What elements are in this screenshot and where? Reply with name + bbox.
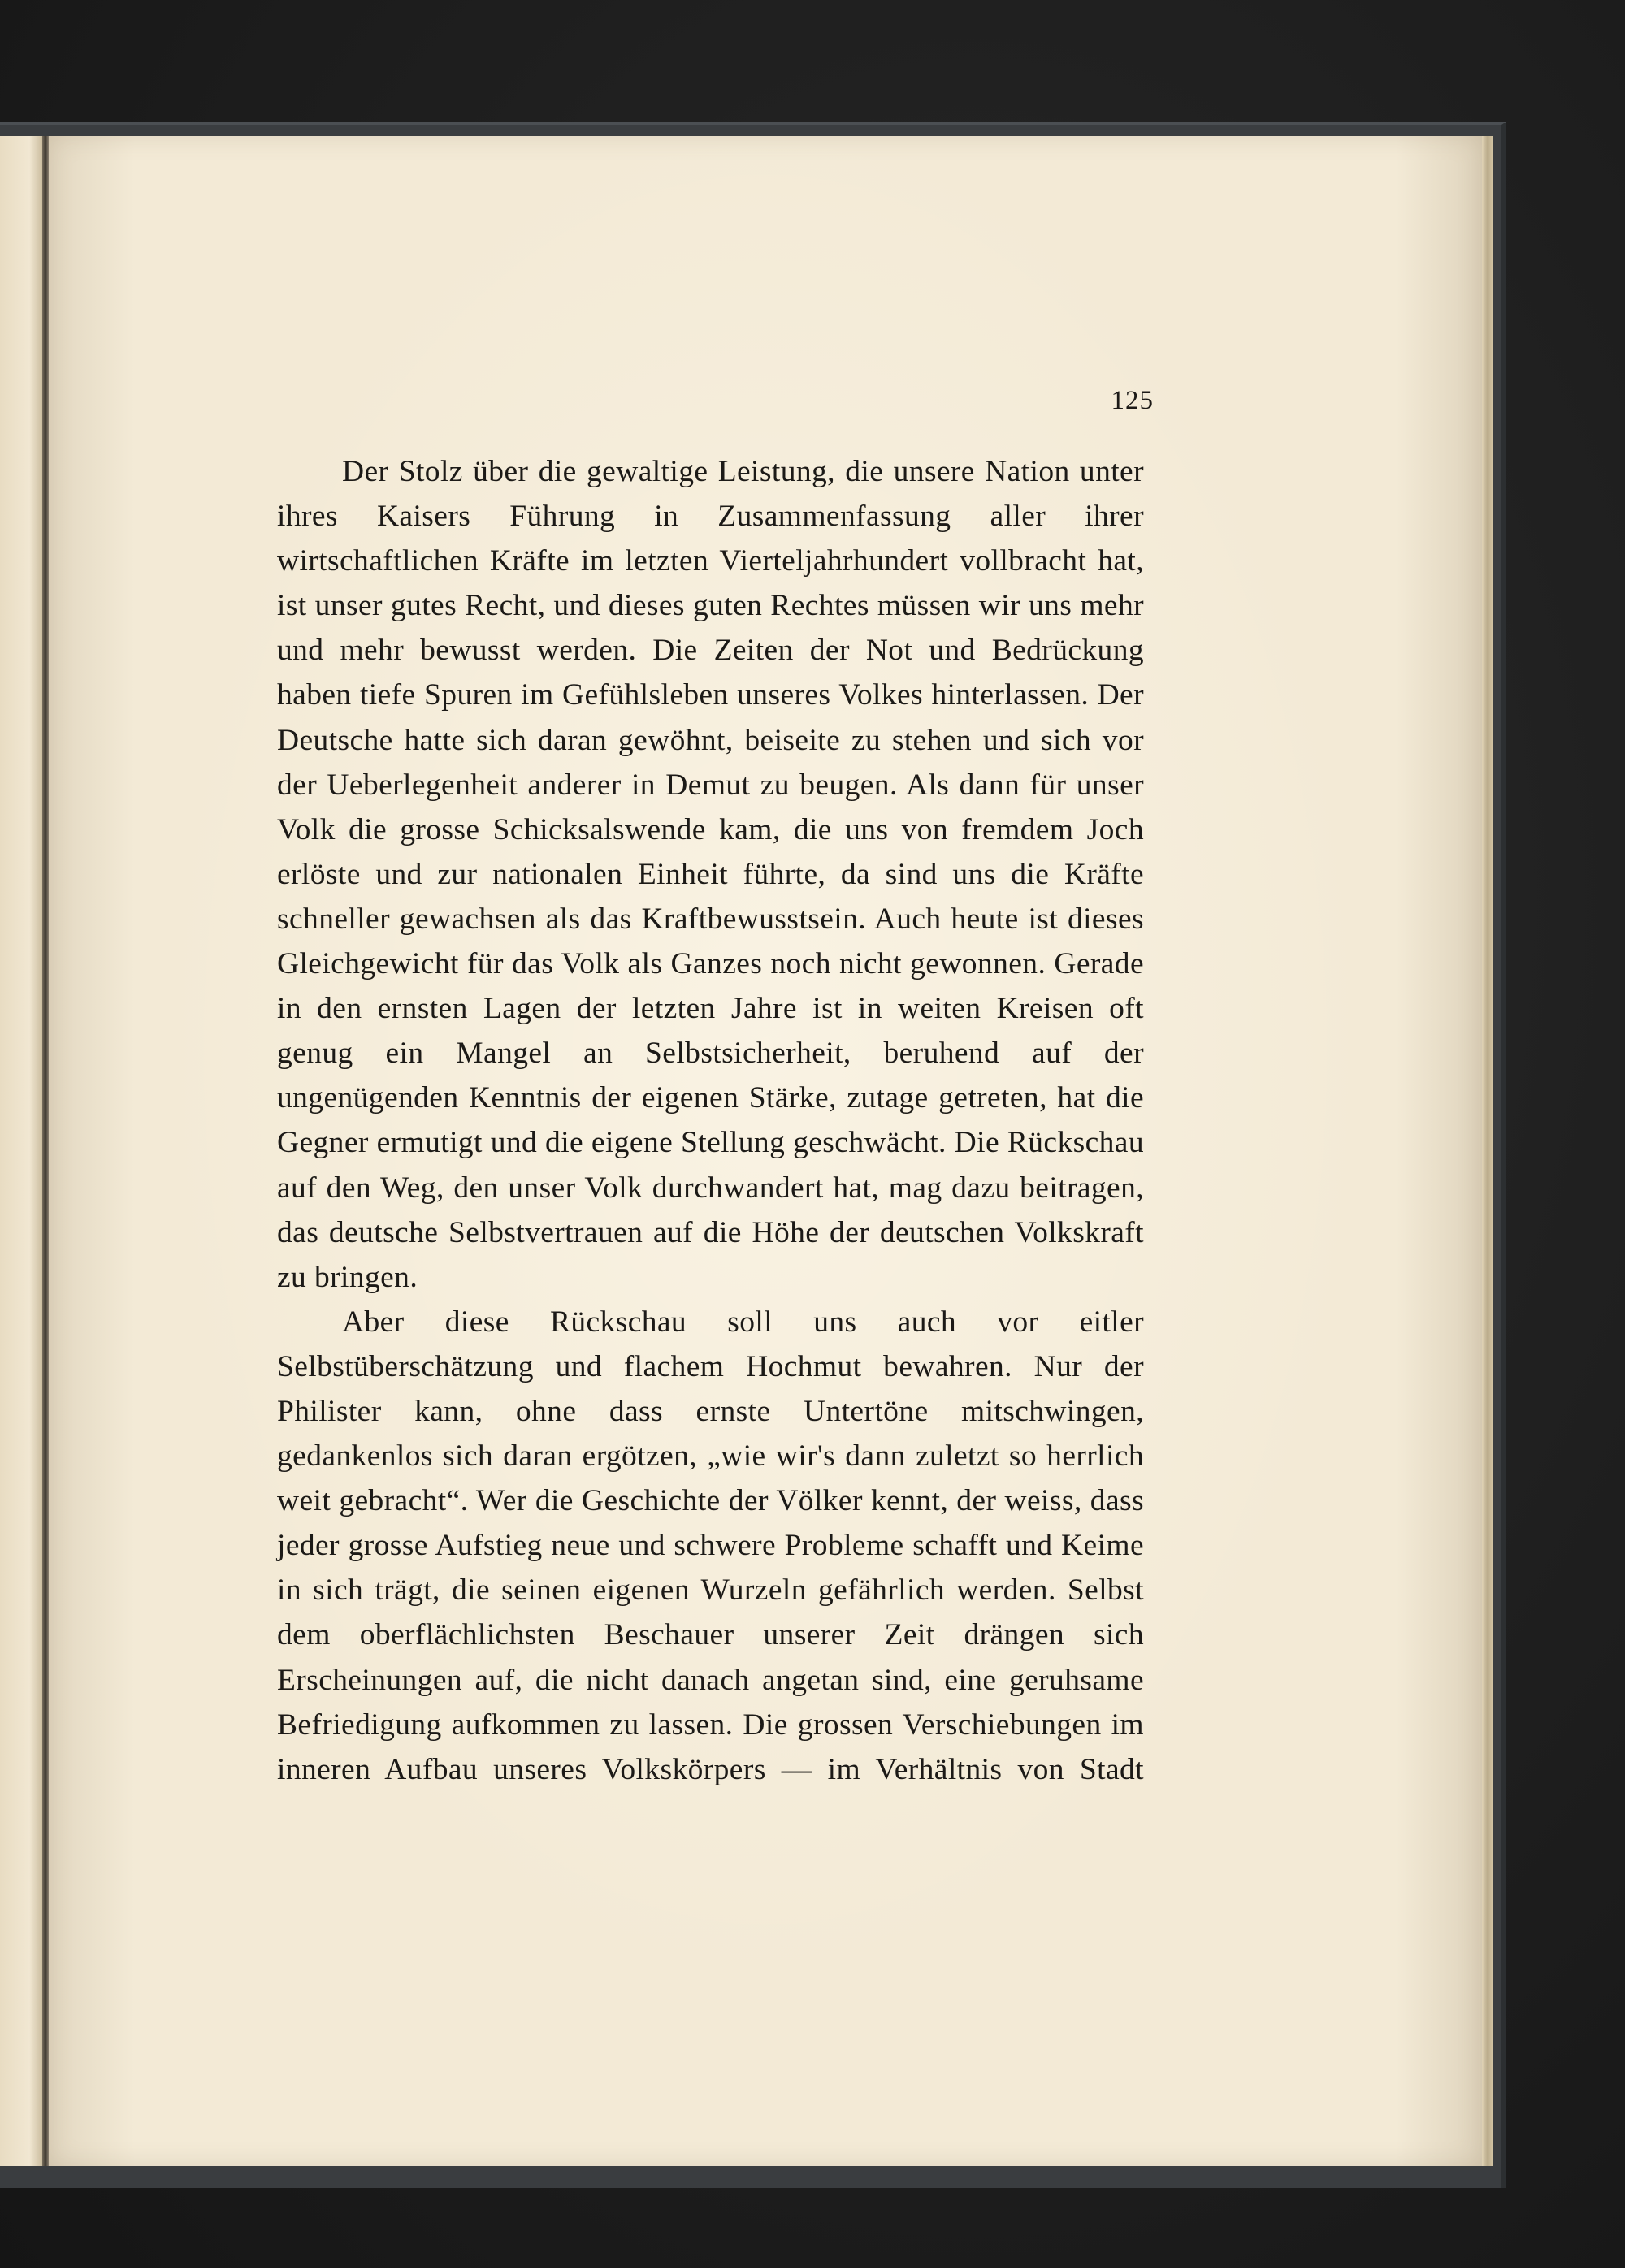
paragraph-2: Aber diese Rückschau soll uns auch vor eitler Selbstüberschätzung und flachem Hochmut bewahren. Nur der Philister kann, ohne dass ernste Untertöne mitschwingen, gedankenlos sich daran ergötzen, „wie wir's dann zuletzt so herrlich weit gebracht“. Wer die Geschichte der Völker kennt, der weiss, dass jeder grosse Aufstieg neue und schwere Probleme schafft und Keime in sich trägt, die seinen eigenen Wurzeln gefährlich werden. Selbst dem oberflächlichsten Beschauer unserer Zeit drängen sich Erscheinungen auf, die nicht danach angetan sind, eine geruhsame Befriedigung aufkommen zu lassen. Die grossen Verschiebungen im inneren Aufbau unseres Volkskörpers — im Verhältnis von Stadt [277, 1305, 1144, 1786]
page-stack-edge [1482, 136, 1493, 2166]
paragraph-1: Der Stolz über die gewaltige Leistung, die unsere Nation unter ihres Kaisers Führung in Zusammenfassung aller ihrer wirtschaftlichen Kräfte im letzten Vierteljahrhundert vollbracht hat, ist unser gutes Recht, und dieses guten Rechtes müssen wir uns mehr und mehr bewusst werden. Die Zeiten der Not und Bedrückung haben tiefe Spuren im Gefühlsleben unseres Volkes hinterlassen. Der Deutsche hatte sich daran gewöhnt, beiseite zu stehen und sich vor der Ueberlegenheit anderer in Demut zu beugen. Als dann für unser Volk die grosse Schicksalswende kam, die uns von fremdem Joch erlöste und zur nationalen Einheit führte, da sind uns die Kräfte schneller gewachsen als das Kraftbewusstsein. Auch heute ist dieses Gleichgewicht für das Volk als Ganzes noch nicht gewonnen. Gerade in den ernsten Lagen der letzten Jahre ist in weiten Kreisen oft genug ein Mangel an Selbstsicherheit, beruhend auf der ungenügenden Kenntnis der eigenen Stärke, zutage getreten, hat die Gegner ermutigt und die eigene Stellung geschwächt. Die Rückschau auf den Weg, den unser Volk durchwandert hat, mag dazu beitragen, das deutsche Selbstvertrauen auf die Höhe der deutschen Volkskraft zu bringen. [277, 455, 1144, 1294]
page-number: 125 [1111, 386, 1154, 415]
facing-page-edge [0, 136, 42, 2166]
page-body-text [277, 449, 1144, 1792]
book-gutter [42, 136, 49, 2166]
